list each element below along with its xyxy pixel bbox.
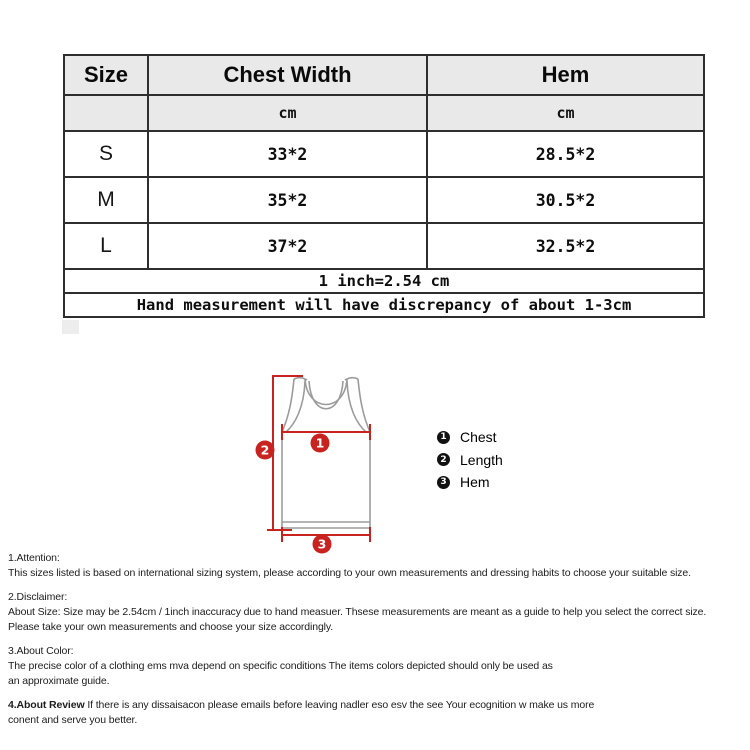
section-text: Please take your own measurements and choose your size accordingly. [8, 621, 334, 633]
length-badge-number: 2 [260, 442, 270, 458]
section-disclaimer [8, 590, 750, 635]
tank-top-outline [282, 378, 370, 528]
scan-artifact [62, 320, 79, 334]
size-table [63, 54, 705, 318]
table-note-row [64, 293, 704, 317]
legend-badge-2-icon: 2 [437, 453, 450, 466]
section-text: About Size: Size may be 2.54cm / 1inch inaccuracy due to hand measuer. Thsese measurements are meant as a guide to help you select the correct size. [8, 606, 707, 618]
unit-cell-blank [64, 95, 148, 131]
notes-text-block [8, 551, 750, 737]
table-units-row [64, 95, 704, 131]
section-about-color [8, 644, 750, 689]
col-header-hem: Hem [427, 55, 704, 95]
hand-measurement-note: Hand measurement will have discrepancy of about 1-3cm [64, 293, 704, 317]
measurement-legend [437, 426, 503, 494]
table-row [64, 177, 704, 223]
legend-item-chest [437, 426, 503, 449]
size-cell: L [64, 223, 148, 269]
legend-item-hem [437, 471, 503, 494]
size-cell: S [64, 131, 148, 177]
hem-value-cell: 28.5*2 [427, 131, 704, 177]
legend-label: Length [460, 451, 503, 468]
table-note-row [64, 269, 704, 293]
section-heading: 3.About Color: [8, 645, 74, 657]
legend-item-length [437, 449, 503, 472]
legend-label: Chest [460, 429, 497, 446]
tank-top-measurement-diagram [250, 368, 410, 560]
legend-label: Hem [460, 474, 490, 491]
table-row [64, 131, 704, 177]
hem-value-cell: 32.5*2 [427, 223, 704, 269]
table-row [64, 223, 704, 269]
col-header-chest-width: Chest Width [148, 55, 427, 95]
table-header-row [64, 55, 704, 95]
section-heading: 2.Disclaimer: [8, 591, 68, 603]
unit-cell-chest: cm [148, 95, 427, 131]
unit-cell-hem: cm [427, 95, 704, 131]
hem-badge-number: 3 [317, 536, 327, 552]
chest-value-cell: 35*2 [148, 177, 427, 223]
section-text: If there is any dissaisacon please emails before leaving nadler eso esv the see Your ecognition w make us more [87, 699, 595, 711]
chest-badge-number: 1 [315, 435, 325, 451]
chest-value-cell: 37*2 [148, 223, 427, 269]
section-text: conent and serve you better. [8, 714, 138, 726]
legend-badge-3-icon: 3 [437, 476, 450, 489]
col-header-size: Size [64, 55, 148, 95]
section-text: The precise color of a clothing ems mva depend on specific conditions The items colors depicted should only be used as [8, 660, 553, 672]
chest-value-cell: 33*2 [148, 131, 427, 177]
legend-badge-1-icon: 1 [437, 431, 450, 444]
size-cell: M [64, 177, 148, 223]
section-heading: 1.Attention: [8, 552, 60, 564]
section-attention [8, 551, 750, 581]
hem-value-cell: 30.5*2 [427, 177, 704, 223]
section-text [8, 698, 750, 713]
section-text: an approximate guide. [8, 675, 110, 687]
section-about-review [8, 698, 750, 728]
section-text: This sizes listed is based on international sizing system, please according to your own measurements and dressing habits to choose your suitable size. [8, 567, 691, 579]
section-heading: 4.About Review [8, 699, 85, 711]
inch-conversion-note: 1 inch=2.54 cm [64, 269, 704, 293]
